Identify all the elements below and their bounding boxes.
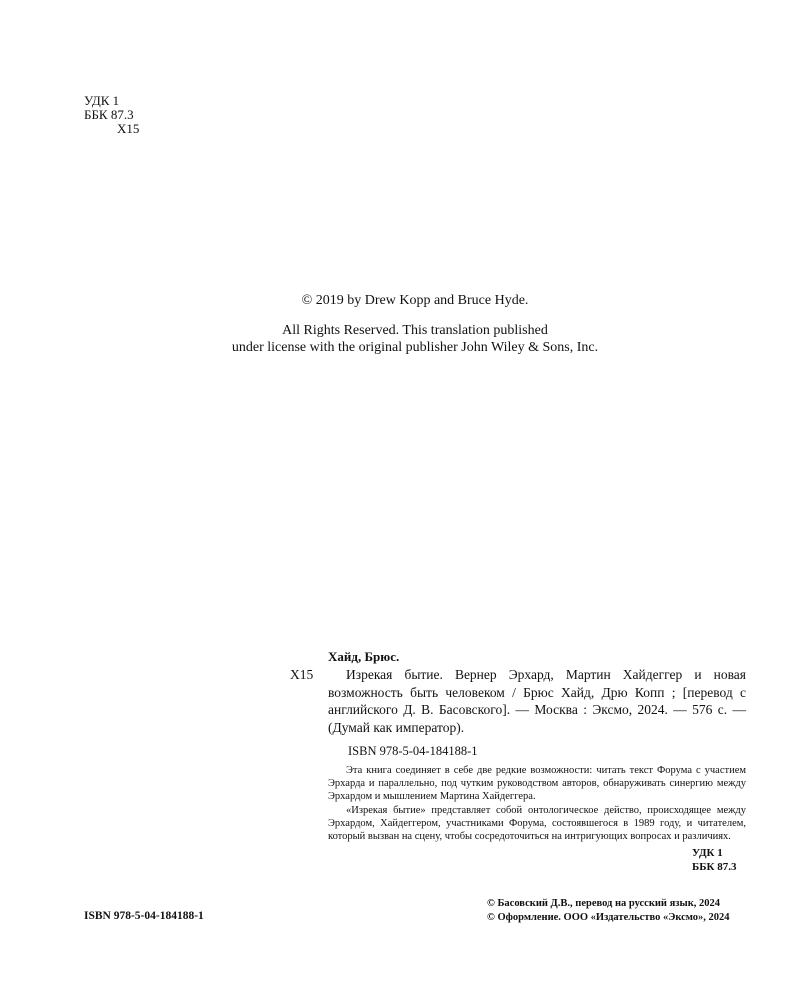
annotation-paragraph-2: «Изрекая бытие» представляет собой онтологическое действо, происходящее между Эрхардом, Хайдеггером, участниками Форума, состоявшегося в 1989 году, и читателем, который вызван на сцену, чтобы сосредоточиться на интригующих вопросах и различиях. <box>328 804 746 843</box>
rights-line-1: All Rights Reserved. This translation published <box>282 323 548 338</box>
classification-top <box>84 94 139 136</box>
record-author: Хайд, Брюс. <box>328 649 400 664</box>
annotation <box>328 764 746 843</box>
copyright-translation: © Басовский Д.В., перевод на русский язык, 2024 <box>487 898 721 909</box>
annotation-paragraph-1: Эта книга соединяет в себе две редкие возможности: читать текст Форума с участием Эрхарда и параллельно, под чутким руководством авторов, обнаруживать синергию между Эрхардом и мышлением Мартина Хайдеггера. <box>328 765 746 803</box>
record-bbk: ББК 87.3 <box>692 860 737 873</box>
udk-code: УДК 1 <box>84 93 120 108</box>
author-mark: Х15 <box>117 121 140 136</box>
footer-isbn: ISBN 978-5-04-184188-1 <box>84 910 204 922</box>
record-description: Изрекая бытие. Вернер Эрхард, Мартин Хайдеггер и новая возможность быть человеком / Брюс Хайд, Дрю Копп ; [перевод с английского Д. В. Басовского]. — Москва : Эксмо, 2024. — 576 с. — (Думай как император). <box>328 667 746 735</box>
copyright-line: © 2019 by Drew Kopp and Bruce Hyde. <box>301 293 529 308</box>
copyright-notice <box>0 292 800 356</box>
bbk-code: ББК 87.3 <box>84 107 134 122</box>
footer-copyright <box>487 897 730 925</box>
bibliographic-record <box>290 648 746 874</box>
record-isbn: ISBN 978-5-04-184188-1 <box>348 744 478 758</box>
record-author-mark: Х15 <box>290 667 314 682</box>
record-udk: УДК 1 <box>692 847 723 860</box>
rights-line-2: under license with the original publisher John Wiley & Sons, Inc. <box>231 340 599 355</box>
classification-bottom <box>692 847 746 874</box>
copyright-design: © Оформление. ООО «Издательство «Эксмо», 2024 <box>487 912 730 923</box>
record-entry <box>290 666 746 736</box>
